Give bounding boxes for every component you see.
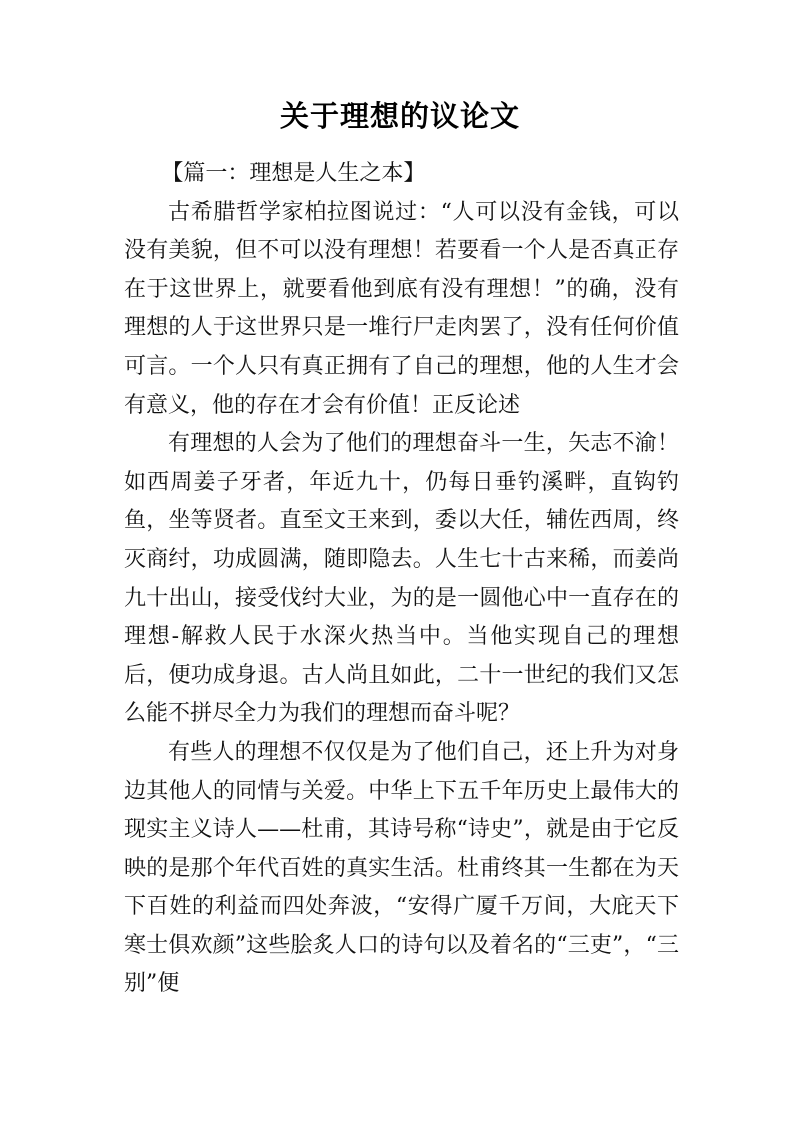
paragraph-1: 古希腊哲学家柏拉图说过：“人可以没有金钱，可以没有美貌，但不可以没有理想！若要看一个人是否真正存在于这世界上，就要看他到底有没有理想！”的确，没有理想的人于这世界只是一堆行尸走肉罢了，没有任何价值可言。一个人只有真正拥有了自己的理想，他的人生才会有意义，他的存在才会有价值！正反论述: [124, 199, 679, 418]
document-body: [124, 155, 679, 1004]
paragraph-3: 有些人的理想不仅仅是为了他们自己，还上升为对身边其他人的同情与关爱。中华上下五千年历史上最伟大的现实主义诗人——杜甫，其诗号称“诗史”，就是由于它反映的是那个年代百姓的真实生活。杜甫终其一生都在为天下百姓的利益而四处奔波，“安得广厦千万间，大庇天下寒士俱欢颜”这些脍炙人口的诗句以及着名的“三吏”，“三别”便: [124, 739, 679, 997]
section-heading: 【篇一：理想是人生之本】: [161, 161, 426, 186]
page-title: 关于理想的议论文: [279, 99, 520, 133]
paragraph-2: 有理想的人会为了他们的理想奋斗一生，矢志不渝！如西周姜子牙者，年近九十，仍每日垂钓溪畔，直钩钓鱼，坐等贤者。直至文王来到，委以大任，辅佐西周，终灭商纣，功成圆满，随即隐去。人生七十古来稀，而姜尚九十出山，接受伐纣大业，为的是一圆他心中一直存在的理想-解救人民于水深火热当中。当他实现自己的理想后，便功成身退。古人尚且如此，二十一世纪的我们又怎么能不拼尽全力为我们的理想而奋斗呢？: [124, 431, 679, 727]
